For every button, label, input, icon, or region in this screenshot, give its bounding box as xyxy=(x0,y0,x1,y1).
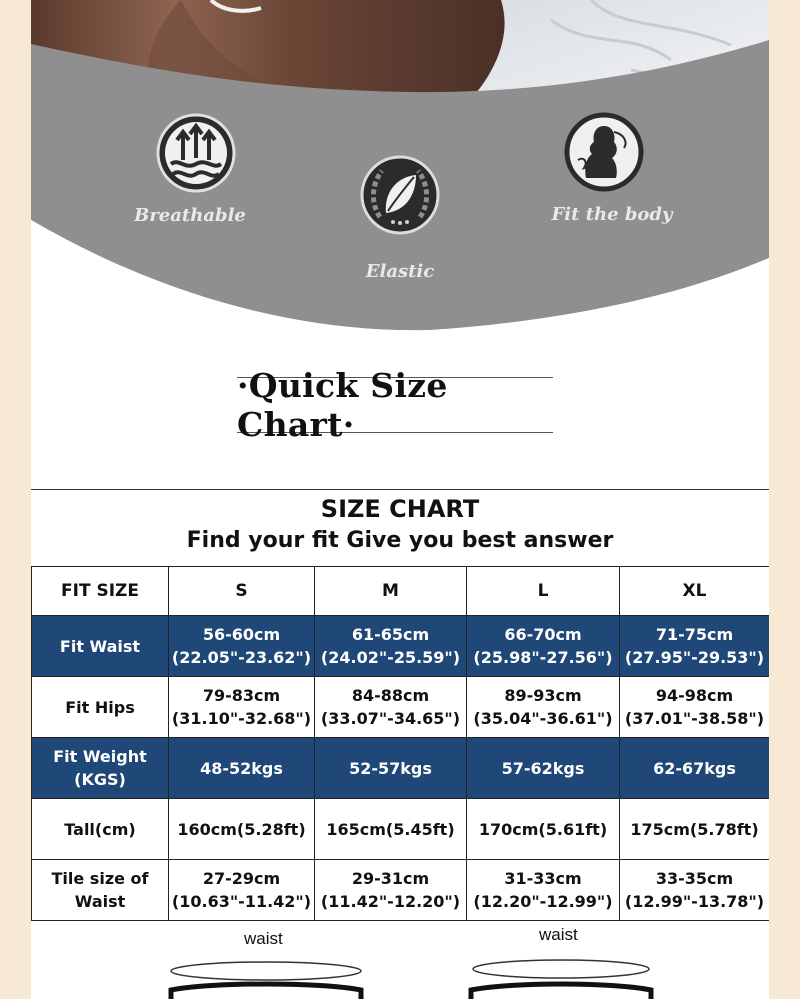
table-cell: 94-98cm (37.01"-38.58") xyxy=(620,677,770,738)
table-cell: 33-35cm (12.99"-13.78") xyxy=(620,860,770,921)
header-size-l: L xyxy=(467,567,620,616)
size-chart-heading xyxy=(31,489,769,567)
table-cell: 79-83cm (31.10"-32.68") xyxy=(169,677,315,738)
table-row-fit-hips xyxy=(32,677,770,738)
breathable-arrows-icon xyxy=(155,112,237,194)
table-cell: 160cm(5.28ft) xyxy=(169,799,315,860)
feature-label-breathable: Breathable xyxy=(134,205,246,226)
waist-label-left: waist xyxy=(244,929,283,948)
table-cell: 165cm(5.45ft) xyxy=(315,799,467,860)
header-fit-size: FIT SIZE xyxy=(32,567,169,616)
header-size-m: M xyxy=(315,567,467,616)
garment-waist-diagram xyxy=(31,950,769,999)
table-cell: 175cm(5.78ft) xyxy=(620,799,770,860)
row-label: Fit Hips xyxy=(32,677,169,738)
table-cell: 71-75cm (27.95"-29.53") xyxy=(620,616,770,677)
elastic-leaf-wreath-icon xyxy=(360,155,440,235)
header-size-s: S xyxy=(169,567,315,616)
table-row-tall xyxy=(32,799,770,860)
size-chart-title: SIZE CHART xyxy=(320,495,480,523)
body-silhouette-icon xyxy=(564,112,644,192)
table-cell: 170cm(5.61ft) xyxy=(467,799,620,860)
table-cell: 52-57kgs xyxy=(315,738,467,799)
row-label: Fit Weight (KGS) xyxy=(32,738,169,799)
table-cell: 31-33cm (12.20"-12.99") xyxy=(467,860,620,921)
table-row-fit-weight xyxy=(32,738,770,799)
table-cell: 84-88cm (33.07"-34.65") xyxy=(315,677,467,738)
quick-size-chart-title: ·Quick Size Chart· xyxy=(237,377,553,433)
size-chart-subtitle: Find your fit Give you best answer xyxy=(186,528,614,553)
row-label: Fit Waist xyxy=(32,616,169,677)
table-cell: 66-70cm (25.98"-27.56") xyxy=(467,616,620,677)
table-cell: 29-31cm (11.42"-12.20") xyxy=(315,860,467,921)
feature-label-elastic: Elastic xyxy=(365,261,435,282)
row-label: Tile size of Waist xyxy=(32,860,169,921)
table-cell: 89-93cm (35.04"-36.61") xyxy=(467,677,620,738)
table-cell: 61-65cm (24.02"-25.59") xyxy=(315,616,467,677)
product-panel xyxy=(31,0,769,999)
header-size-xl: XL xyxy=(620,567,770,616)
row-label: Tall(cm) xyxy=(32,799,169,860)
feature-banner xyxy=(31,0,769,340)
table-cell: 62-67kgs xyxy=(620,738,770,799)
table-row-tile-size-waist xyxy=(32,860,770,921)
table-cell: 48-52kgs xyxy=(169,738,315,799)
table-cell: 27-29cm (10.63"-11.42") xyxy=(169,860,315,921)
feature-label-fit-the-body: Fit the body xyxy=(551,204,673,225)
size-chart-table xyxy=(31,566,769,921)
table-row-fit-waist xyxy=(32,616,770,677)
table-cell: 57-62kgs xyxy=(467,738,620,799)
table-cell: 56-60cm (22.05"-23.62") xyxy=(169,616,315,677)
table-header-row xyxy=(32,567,770,616)
waist-label-right: waist xyxy=(539,925,578,944)
